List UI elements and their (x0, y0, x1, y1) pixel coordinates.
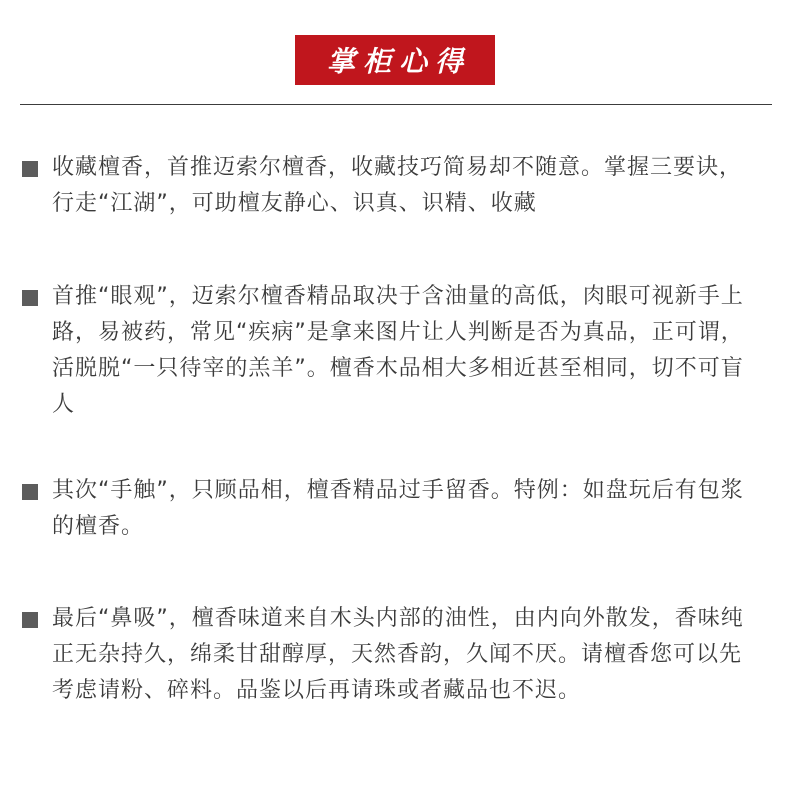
tip-section-collecting (22, 150, 762, 222)
tip-section-hand (22, 473, 762, 545)
title-banner (295, 35, 495, 85)
divider (20, 104, 772, 105)
tip-paragraph: 收藏檀香，首推迈索尔檀香，收藏技巧简易却不随意。掌握三要诀，行走“江湖”，可助檀友静心、识真、识精、收藏 (52, 155, 743, 216)
square-bullet-icon (22, 290, 38, 306)
tip-section-nose (22, 601, 762, 709)
tip-paragraph: 首推“眼观”，迈索尔檀香精品取决于含油量的高低，肉眼可视新手上路，易被药，常见“疾病”是拿来图片让人判断是否为真品，正可谓，活脱脱“一只待宰的羔羊”。檀香木品相大多相近甚至相同，切不可盲人 (52, 284, 744, 417)
square-bullet-icon (22, 612, 38, 628)
tip-paragraph: 其次“手触”，只顾品相，檀香精品过手留香。特例：如盘玩后有包浆的檀香。 (52, 478, 744, 539)
tip-paragraph: 最后“鼻吸”，檀香味道来自木头内部的油性，由内向外散发，香味纯正无杂持久，绵柔甘甜醇厚，天然香韵，久闻不厌。请檀香您可以先考虑请粉、碎料。品鉴以后再请珠或者藏品也不迟。 (52, 606, 744, 703)
page-title: 掌柜心得 (326, 45, 471, 78)
square-bullet-icon (22, 484, 38, 500)
square-bullet-icon (22, 161, 38, 177)
tip-section-eye (22, 279, 762, 423)
